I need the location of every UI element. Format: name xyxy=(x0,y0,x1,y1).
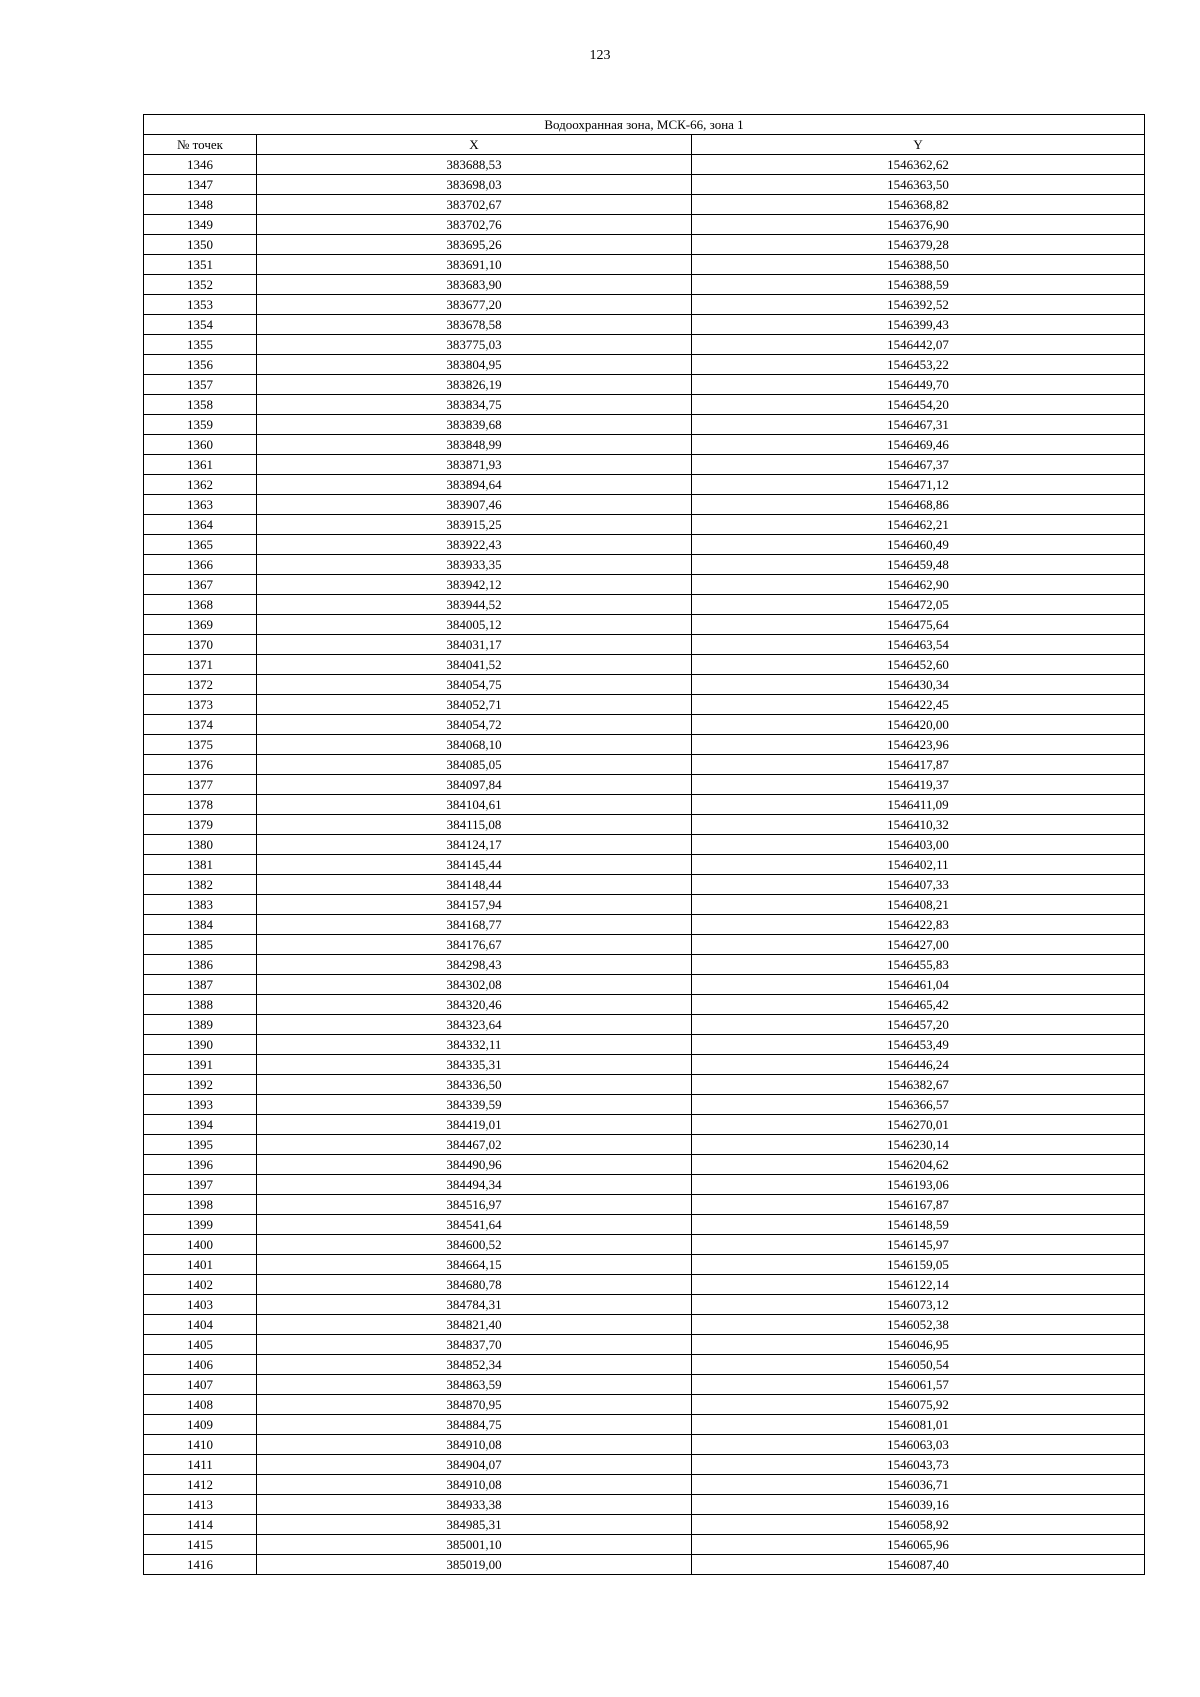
table-row xyxy=(144,1115,1145,1135)
cell-x: 384933,38 xyxy=(257,1495,692,1515)
cell-point-number: 1372 xyxy=(144,675,257,695)
table-row xyxy=(144,735,1145,755)
cell-y: 1546422,83 xyxy=(692,915,1145,935)
cell-y: 1546075,92 xyxy=(692,1395,1145,1415)
cell-x: 383702,76 xyxy=(257,215,692,235)
cell-x: 384302,08 xyxy=(257,975,692,995)
cell-x: 384085,05 xyxy=(257,755,692,775)
cell-x: 384115,08 xyxy=(257,815,692,835)
cell-x: 383775,03 xyxy=(257,335,692,355)
cell-y: 1546148,59 xyxy=(692,1215,1145,1235)
cell-point-number: 1397 xyxy=(144,1175,257,1195)
cell-x: 384005,12 xyxy=(257,615,692,635)
cell-x: 384904,07 xyxy=(257,1455,692,1475)
cell-y: 1546462,21 xyxy=(692,515,1145,535)
cell-point-number: 1391 xyxy=(144,1055,257,1075)
cell-point-number: 1411 xyxy=(144,1455,257,1475)
table-row xyxy=(144,795,1145,815)
table-row xyxy=(144,775,1145,795)
cell-y: 1546087,40 xyxy=(692,1555,1145,1575)
cell-point-number: 1373 xyxy=(144,695,257,715)
table-row xyxy=(144,1235,1145,1255)
cell-point-number: 1395 xyxy=(144,1135,257,1155)
cell-x: 384910,08 xyxy=(257,1435,692,1455)
cell-point-number: 1361 xyxy=(144,455,257,475)
table-row xyxy=(144,335,1145,355)
table-row xyxy=(144,315,1145,335)
table-row xyxy=(144,935,1145,955)
cell-point-number: 1364 xyxy=(144,515,257,535)
cell-point-number: 1416 xyxy=(144,1555,257,1575)
cell-x: 383695,26 xyxy=(257,235,692,255)
cell-y: 1546460,49 xyxy=(692,535,1145,555)
cell-point-number: 1383 xyxy=(144,895,257,915)
table-body xyxy=(144,155,1145,1575)
table-row xyxy=(144,1295,1145,1315)
cell-y: 1546408,21 xyxy=(692,895,1145,915)
table-row xyxy=(144,1035,1145,1055)
cell-y: 1546410,32 xyxy=(692,815,1145,835)
cell-point-number: 1405 xyxy=(144,1335,257,1355)
cell-y: 1546411,09 xyxy=(692,795,1145,815)
cell-x: 384124,17 xyxy=(257,835,692,855)
cell-y: 1546455,83 xyxy=(692,955,1145,975)
table-row xyxy=(144,295,1145,315)
table-row xyxy=(144,575,1145,595)
cell-point-number: 1382 xyxy=(144,875,257,895)
cell-x: 383933,35 xyxy=(257,555,692,575)
cell-x: 383826,19 xyxy=(257,375,692,395)
table-row xyxy=(144,1095,1145,1115)
table-row xyxy=(144,715,1145,735)
cell-x: 384068,10 xyxy=(257,735,692,755)
cell-point-number: 1346 xyxy=(144,155,257,175)
cell-point-number: 1408 xyxy=(144,1395,257,1415)
table-row xyxy=(144,455,1145,475)
table-row xyxy=(144,695,1145,715)
cell-x: 383915,25 xyxy=(257,515,692,535)
table-row xyxy=(144,1355,1145,1375)
cell-y: 1546061,57 xyxy=(692,1375,1145,1395)
table-row xyxy=(144,755,1145,775)
cell-point-number: 1351 xyxy=(144,255,257,275)
cell-point-number: 1376 xyxy=(144,755,257,775)
cell-y: 1546073,12 xyxy=(692,1295,1145,1315)
table-row xyxy=(144,635,1145,655)
cell-y: 1546462,90 xyxy=(692,575,1145,595)
cell-point-number: 1413 xyxy=(144,1495,257,1515)
cell-y: 1546363,50 xyxy=(692,175,1145,195)
cell-y: 1546427,00 xyxy=(692,935,1145,955)
cell-point-number: 1415 xyxy=(144,1535,257,1555)
cell-y: 1546453,22 xyxy=(692,355,1145,375)
table-header-row xyxy=(144,135,1145,155)
cell-x: 384494,34 xyxy=(257,1175,692,1195)
cell-x: 383907,46 xyxy=(257,495,692,515)
cell-x: 384054,72 xyxy=(257,715,692,735)
cell-y: 1546467,31 xyxy=(692,415,1145,435)
cell-x: 384821,40 xyxy=(257,1315,692,1335)
cell-x: 384323,64 xyxy=(257,1015,692,1035)
cell-point-number: 1389 xyxy=(144,1015,257,1035)
table-row xyxy=(144,995,1145,1015)
cell-y: 1546050,54 xyxy=(692,1355,1145,1375)
cell-x: 383834,75 xyxy=(257,395,692,415)
cell-x: 384419,01 xyxy=(257,1115,692,1135)
cell-point-number: 1399 xyxy=(144,1215,257,1235)
cell-y: 1546122,14 xyxy=(692,1275,1145,1295)
cell-y: 1546052,38 xyxy=(692,1315,1145,1335)
table-row xyxy=(144,395,1145,415)
page-number: 123 xyxy=(589,48,611,63)
cell-y: 1546449,70 xyxy=(692,375,1145,395)
cell-y: 1546422,45 xyxy=(692,695,1145,715)
cell-y: 1546463,54 xyxy=(692,635,1145,655)
table-title-row xyxy=(144,115,1145,135)
cell-y: 1546417,87 xyxy=(692,755,1145,775)
cell-point-number: 1392 xyxy=(144,1075,257,1095)
cell-y: 1546430,34 xyxy=(692,675,1145,695)
cell-x: 384335,31 xyxy=(257,1055,692,1075)
cell-x: 384332,11 xyxy=(257,1035,692,1055)
table-row xyxy=(144,175,1145,195)
cell-y: 1546362,62 xyxy=(692,155,1145,175)
cell-point-number: 1412 xyxy=(144,1475,257,1495)
cell-y: 1546043,73 xyxy=(692,1455,1145,1475)
cell-x: 383894,64 xyxy=(257,475,692,495)
cell-y: 1546230,14 xyxy=(692,1135,1145,1155)
cell-point-number: 1366 xyxy=(144,555,257,575)
cell-point-number: 1350 xyxy=(144,235,257,255)
cell-x: 384145,44 xyxy=(257,855,692,875)
cell-y: 1546469,46 xyxy=(692,435,1145,455)
cell-x: 384168,77 xyxy=(257,915,692,935)
table-row xyxy=(144,915,1145,935)
table-row xyxy=(144,195,1145,215)
cell-point-number: 1360 xyxy=(144,435,257,455)
cell-y: 1546145,97 xyxy=(692,1235,1145,1255)
table-row xyxy=(144,355,1145,375)
cell-point-number: 1388 xyxy=(144,995,257,1015)
cell-point-number: 1365 xyxy=(144,535,257,555)
cell-y: 1546039,16 xyxy=(692,1495,1145,1515)
cell-x: 383683,90 xyxy=(257,275,692,295)
cell-point-number: 1355 xyxy=(144,335,257,355)
cell-point-number: 1375 xyxy=(144,735,257,755)
cell-y: 1546379,28 xyxy=(692,235,1145,255)
table-row xyxy=(144,435,1145,455)
cell-y: 1546366,57 xyxy=(692,1095,1145,1115)
table-row xyxy=(144,1415,1145,1435)
table-row xyxy=(144,1555,1145,1575)
table-row xyxy=(144,515,1145,535)
cell-point-number: 1410 xyxy=(144,1435,257,1455)
cell-y: 1546420,00 xyxy=(692,715,1145,735)
table-row xyxy=(144,415,1145,435)
cell-x: 383848,99 xyxy=(257,435,692,455)
cell-x: 383677,20 xyxy=(257,295,692,315)
cell-point-number: 1409 xyxy=(144,1415,257,1435)
cell-x: 384320,46 xyxy=(257,995,692,1015)
coordinates-table xyxy=(143,114,1145,1575)
cell-point-number: 1356 xyxy=(144,355,257,375)
cell-point-number: 1369 xyxy=(144,615,257,635)
cell-x: 383944,52 xyxy=(257,595,692,615)
table-row xyxy=(144,1275,1145,1295)
table-row xyxy=(144,835,1145,855)
table-row xyxy=(144,595,1145,615)
table-row xyxy=(144,1255,1145,1275)
cell-point-number: 1379 xyxy=(144,815,257,835)
cell-x: 384148,44 xyxy=(257,875,692,895)
cell-x: 384054,75 xyxy=(257,675,692,695)
column-header-point-number: № точек xyxy=(144,135,257,155)
cell-point-number: 1367 xyxy=(144,575,257,595)
cell-y: 1546081,01 xyxy=(692,1415,1145,1435)
table-row xyxy=(144,155,1145,175)
table-title: Водоохранная зона, МСК-66, зона 1 xyxy=(144,115,1145,135)
cell-point-number: 1349 xyxy=(144,215,257,235)
table-row xyxy=(144,1535,1145,1555)
table-row xyxy=(144,1175,1145,1195)
cell-point-number: 1371 xyxy=(144,655,257,675)
cell-x: 384031,17 xyxy=(257,635,692,655)
cell-y: 1546457,20 xyxy=(692,1015,1145,1035)
cell-y: 1546036,71 xyxy=(692,1475,1145,1495)
cell-y: 1546388,59 xyxy=(692,275,1145,295)
cell-point-number: 1384 xyxy=(144,915,257,935)
table-row xyxy=(144,1455,1145,1475)
cell-y: 1546402,11 xyxy=(692,855,1145,875)
table-row xyxy=(144,275,1145,295)
table-row xyxy=(144,1475,1145,1495)
cell-y: 1546454,20 xyxy=(692,395,1145,415)
cell-x: 383691,10 xyxy=(257,255,692,275)
cell-y: 1546376,90 xyxy=(692,215,1145,235)
cell-point-number: 1414 xyxy=(144,1515,257,1535)
cell-x: 384104,61 xyxy=(257,795,692,815)
cell-y: 1546058,92 xyxy=(692,1515,1145,1535)
table-row xyxy=(144,495,1145,515)
cell-x: 384985,31 xyxy=(257,1515,692,1535)
cell-point-number: 1354 xyxy=(144,315,257,335)
cell-point-number: 1386 xyxy=(144,955,257,975)
cell-y: 1546446,24 xyxy=(692,1055,1145,1075)
cell-y: 1546399,43 xyxy=(692,315,1145,335)
cell-y: 1546407,33 xyxy=(692,875,1145,895)
cell-point-number: 1387 xyxy=(144,975,257,995)
cell-x: 384680,78 xyxy=(257,1275,692,1295)
table-row xyxy=(144,1015,1145,1035)
cell-y: 1546472,05 xyxy=(692,595,1145,615)
table-row xyxy=(144,1395,1145,1415)
cell-y: 1546392,52 xyxy=(692,295,1145,315)
cell-x: 384336,50 xyxy=(257,1075,692,1095)
cell-point-number: 1374 xyxy=(144,715,257,735)
cell-x: 383922,43 xyxy=(257,535,692,555)
table-row xyxy=(144,535,1145,555)
cell-point-number: 1348 xyxy=(144,195,257,215)
table-row xyxy=(144,655,1145,675)
cell-point-number: 1352 xyxy=(144,275,257,295)
cell-x: 383698,03 xyxy=(257,175,692,195)
cell-x: 384541,64 xyxy=(257,1215,692,1235)
table-row xyxy=(144,215,1145,235)
cell-x: 384097,84 xyxy=(257,775,692,795)
table-row xyxy=(144,1335,1145,1355)
cell-point-number: 1401 xyxy=(144,1255,257,1275)
cell-point-number: 1359 xyxy=(144,415,257,435)
cell-point-number: 1390 xyxy=(144,1035,257,1055)
cell-x: 383871,93 xyxy=(257,455,692,475)
cell-y: 1546204,62 xyxy=(692,1155,1145,1175)
cell-point-number: 1363 xyxy=(144,495,257,515)
cell-y: 1546159,05 xyxy=(692,1255,1145,1275)
cell-y: 1546270,01 xyxy=(692,1115,1145,1135)
cell-x: 384784,31 xyxy=(257,1295,692,1315)
cell-point-number: 1404 xyxy=(144,1315,257,1335)
cell-y: 1546419,37 xyxy=(692,775,1145,795)
cell-y: 1546453,49 xyxy=(692,1035,1145,1055)
cell-y: 1546423,96 xyxy=(692,735,1145,755)
cell-point-number: 1380 xyxy=(144,835,257,855)
table-row xyxy=(144,855,1145,875)
cell-point-number: 1385 xyxy=(144,935,257,955)
cell-point-number: 1377 xyxy=(144,775,257,795)
cell-x: 384870,95 xyxy=(257,1395,692,1415)
table-row xyxy=(144,555,1145,575)
cell-x: 384052,71 xyxy=(257,695,692,715)
cell-point-number: 1403 xyxy=(144,1295,257,1315)
cell-x: 384884,75 xyxy=(257,1415,692,1435)
table-row xyxy=(144,875,1145,895)
cell-y: 1546065,96 xyxy=(692,1535,1145,1555)
cell-y: 1546461,04 xyxy=(692,975,1145,995)
cell-x: 385001,10 xyxy=(257,1535,692,1555)
cell-y: 1546467,37 xyxy=(692,455,1145,475)
cell-x: 383839,68 xyxy=(257,415,692,435)
cell-y: 1546442,07 xyxy=(692,335,1145,355)
table-row xyxy=(144,375,1145,395)
cell-y: 1546382,67 xyxy=(692,1075,1145,1095)
cell-point-number: 1394 xyxy=(144,1115,257,1135)
cell-y: 1546459,48 xyxy=(692,555,1145,575)
cell-x: 384516,97 xyxy=(257,1195,692,1215)
cell-point-number: 1353 xyxy=(144,295,257,315)
table-row xyxy=(144,1375,1145,1395)
cell-point-number: 1370 xyxy=(144,635,257,655)
table-row xyxy=(144,1215,1145,1235)
table-row xyxy=(144,955,1145,975)
cell-point-number: 1347 xyxy=(144,175,257,195)
cell-x: 384339,59 xyxy=(257,1095,692,1115)
table-row xyxy=(144,1315,1145,1335)
cell-x: 384837,70 xyxy=(257,1335,692,1355)
cell-y: 1546046,95 xyxy=(692,1335,1145,1355)
cell-point-number: 1362 xyxy=(144,475,257,495)
table-row xyxy=(144,1195,1145,1215)
cell-point-number: 1406 xyxy=(144,1355,257,1375)
table-row xyxy=(144,675,1145,695)
cell-y: 1546403,00 xyxy=(692,835,1145,855)
column-header-y: Y xyxy=(692,135,1145,155)
cell-y: 1546388,50 xyxy=(692,255,1145,275)
cell-x: 384176,67 xyxy=(257,935,692,955)
cell-x: 383702,67 xyxy=(257,195,692,215)
cell-y: 1546452,60 xyxy=(692,655,1145,675)
cell-x: 384157,94 xyxy=(257,895,692,915)
cell-y: 1546471,12 xyxy=(692,475,1145,495)
cell-point-number: 1357 xyxy=(144,375,257,395)
cell-x: 384863,59 xyxy=(257,1375,692,1395)
cell-x: 384852,34 xyxy=(257,1355,692,1375)
cell-y: 1546465,42 xyxy=(692,995,1145,1015)
cell-point-number: 1378 xyxy=(144,795,257,815)
cell-point-number: 1368 xyxy=(144,595,257,615)
table-row xyxy=(144,475,1145,495)
table-row xyxy=(144,1435,1145,1455)
table-row xyxy=(144,815,1145,835)
table-row xyxy=(144,1515,1145,1535)
cell-x: 383804,95 xyxy=(257,355,692,375)
table-row xyxy=(144,975,1145,995)
table-row xyxy=(144,1135,1145,1155)
table-row xyxy=(144,1075,1145,1095)
cell-y: 1546167,87 xyxy=(692,1195,1145,1215)
cell-x: 383688,53 xyxy=(257,155,692,175)
table-row xyxy=(144,255,1145,275)
cell-x: 384298,43 xyxy=(257,955,692,975)
cell-x: 384041,52 xyxy=(257,655,692,675)
cell-y: 1546193,06 xyxy=(692,1175,1145,1195)
cell-point-number: 1381 xyxy=(144,855,257,875)
cell-y: 1546368,82 xyxy=(692,195,1145,215)
table-row xyxy=(144,1495,1145,1515)
cell-point-number: 1402 xyxy=(144,1275,257,1295)
cell-x: 384664,15 xyxy=(257,1255,692,1275)
cell-point-number: 1358 xyxy=(144,395,257,415)
cell-x: 383942,12 xyxy=(257,575,692,595)
cell-point-number: 1396 xyxy=(144,1155,257,1175)
cell-y: 1546468,86 xyxy=(692,495,1145,515)
cell-x: 384910,08 xyxy=(257,1475,692,1495)
table-row xyxy=(144,1155,1145,1175)
cell-point-number: 1400 xyxy=(144,1235,257,1255)
cell-x: 383678,58 xyxy=(257,315,692,335)
cell-x: 384600,52 xyxy=(257,1235,692,1255)
table-row xyxy=(144,895,1145,915)
table-row xyxy=(144,615,1145,635)
cell-x: 385019,00 xyxy=(257,1555,692,1575)
table-row xyxy=(144,1055,1145,1075)
column-header-x: X xyxy=(257,135,692,155)
cell-point-number: 1393 xyxy=(144,1095,257,1115)
cell-x: 384490,96 xyxy=(257,1155,692,1175)
cell-point-number: 1398 xyxy=(144,1195,257,1215)
cell-y: 1546063,03 xyxy=(692,1435,1145,1455)
table-row xyxy=(144,235,1145,255)
cell-x: 384467,02 xyxy=(257,1135,692,1155)
cell-point-number: 1407 xyxy=(144,1375,257,1395)
cell-y: 1546475,64 xyxy=(692,615,1145,635)
